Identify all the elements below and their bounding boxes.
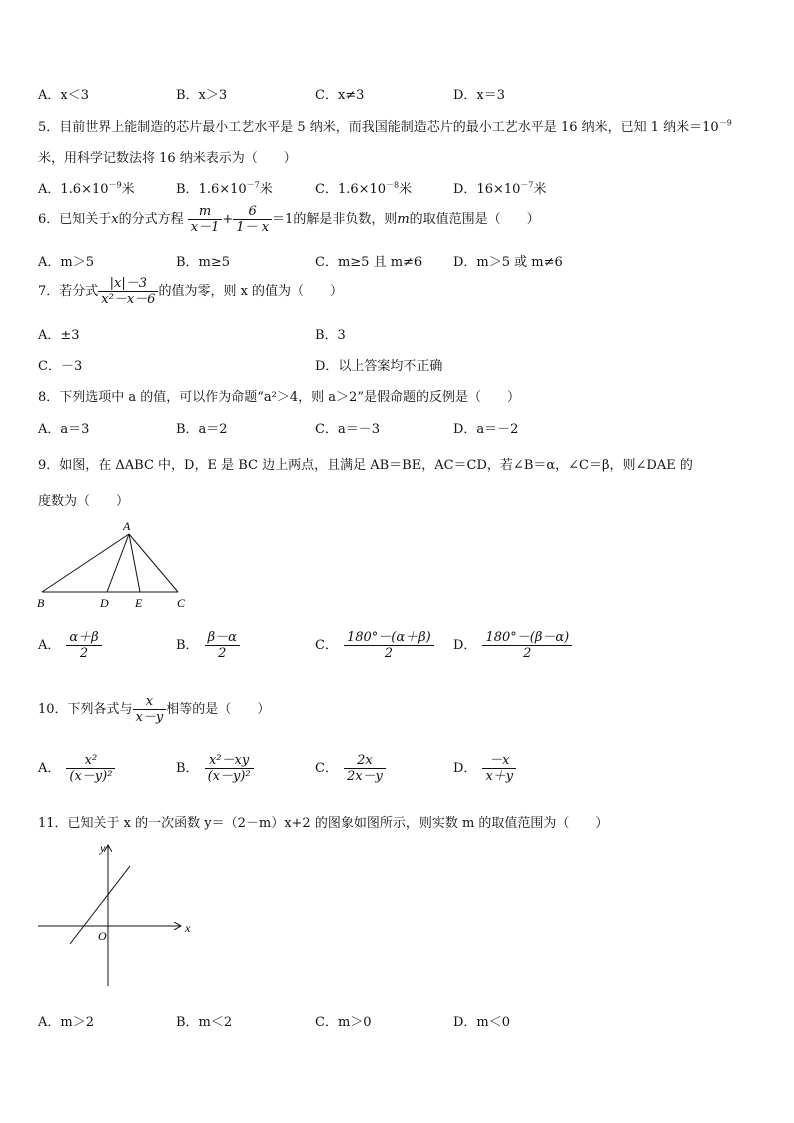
label-a: A: [123, 519, 131, 533]
q7-option-a: A．±3: [38, 328, 80, 343]
q8-option-a: A．a＝3: [38, 422, 90, 437]
y-axis-label: y: [100, 841, 106, 855]
q9-stem-line1: 9．如图，在 ΔABC 中，D，E 是 BC 边上两点，且满足 AB＝BE，AC＝CD，若∠B＝α，∠C＝β，则∠DAE 的: [38, 458, 693, 473]
segment-ad: [107, 534, 129, 592]
q5-option-d: D．$16\times 10^{-7}$米: [453, 180, 547, 197]
q6-option-b: B．m≥5: [176, 255, 231, 270]
origin-label: O: [98, 929, 107, 943]
q6-fraction-2: $\frac{6}{1- x}$: [233, 204, 272, 235]
q7-fraction: $\frac{|x|-3}{\text{x²－x－6}}$: [98, 276, 158, 307]
segment-ae: [129, 534, 140, 592]
q7-option-b: B．3: [315, 328, 346, 343]
q6-option-c: C．m≥5 且 m≠6: [315, 255, 423, 270]
label-c: C: [177, 596, 186, 610]
q9-option-d: D． $\frac{180^\circ-(\beta-\alpha)}{2}$: [453, 630, 572, 661]
q11-option-a: A．m＞2: [38, 1015, 94, 1030]
q9-stem-line2: 度数为（ ）: [38, 494, 130, 509]
q4-option-a: A．x＜3: [38, 88, 89, 103]
q11-option-b: B．m＜2: [176, 1015, 233, 1030]
q11-option-d: D．m＜0: [453, 1015, 511, 1030]
q10-fraction: $\frac{x}{x-y}$: [133, 694, 167, 725]
segment-ac: [129, 534, 178, 592]
label-b: B: [37, 596, 45, 610]
q10-option-d: D． $\frac{-x}{x+y}$: [453, 753, 516, 784]
q11-stem: 11．已知关于 x 的一次函数 y＝（2－m）x+2 的图象如图所示，则实数 m 的取值范围为（ ）: [38, 816, 609, 831]
q10-option-a: A． $\frac{\text{x²}}{\text{(x－y)²}}$: [38, 753, 115, 784]
x-axis-label: x: [185, 921, 191, 935]
q8-option-d: D．a＝－2: [453, 422, 519, 437]
q4-option-c: C．x≠3: [315, 88, 365, 103]
label-d: D: [100, 596, 109, 610]
q9-option-a: A． $\frac{\alpha+\beta}{2}$: [38, 630, 102, 661]
q6-option-d: D．m＞5 或 m≠6: [453, 255, 563, 270]
q8-stem: 8．下列选项中 a 的值，可以作为命题“a²＞4，则 a＞2”是假命题的反例是（ ）: [38, 390, 520, 405]
q5-stem-line1: 5．目前世界上能制造的芯片最小工艺水平是 5 纳米，而我国能制造芯片的最小工艺水平是 16 纳米，已知 1 纳米$=10^{-9}$: [38, 118, 732, 135]
q5-stem-line2: 米，用科学记数法将 16 纳米表示为（ ）: [38, 151, 297, 166]
q5-option-b: B．$1.6\times 10^{-7}$米: [176, 180, 273, 197]
q6-stem: 6．已知关于x的分式方程 $\frac{m}{x-1}$ + $\frac{6}{1- x}$ ＝1的解是非负数，则m的取值范围是（ ）: [38, 204, 540, 235]
q9-option-b: B． $\frac{\beta-\alpha}{2}$: [176, 630, 240, 661]
q9-option-c: C． $\frac{180^\circ-(\alpha+\beta)}{2}$: [315, 630, 434, 661]
q5-option-a: A．$1.6\times 10^{-9}$米: [38, 180, 135, 197]
segment-ab: [42, 534, 129, 592]
q7-stem: 7．若分式 $\frac{|x|-3}{\text{x²－x－6}}$ 的值为零，则 x 的值为（ ）: [38, 276, 344, 307]
function-graph: [30, 838, 205, 988]
q8-option-b: B．a＝2: [176, 422, 228, 437]
q11-option-c: C．m＞0: [315, 1015, 372, 1030]
q10-option-b: B． $\frac{\text{x²－xy}}{\text{(x－y)²}}$: [176, 753, 254, 784]
q5-option-c: C．$1.6\times 10^{-8}$米: [315, 180, 413, 197]
q8-option-c: C．a＝－3: [315, 422, 380, 437]
q4-option-b: B．x＞3: [176, 88, 228, 103]
label-e: E: [135, 596, 143, 610]
q7-option-c: C．－3: [38, 359, 83, 374]
triangle-figure: [30, 515, 200, 615]
q6-fraction-1: $\frac{m}{x-1}$: [188, 204, 223, 235]
q7-option-d: D．以上答案均不正确: [315, 359, 443, 374]
q6-option-a: A．m＞5: [38, 255, 94, 270]
q4-option-d: D．x＝3: [453, 88, 506, 103]
q10-stem: 10．下列各式与 $\frac{x}{x-y}$ 相等的是（ ）: [38, 694, 271, 725]
q10-option-c: C． $\frac{2x}{2x-y}$: [315, 753, 386, 784]
